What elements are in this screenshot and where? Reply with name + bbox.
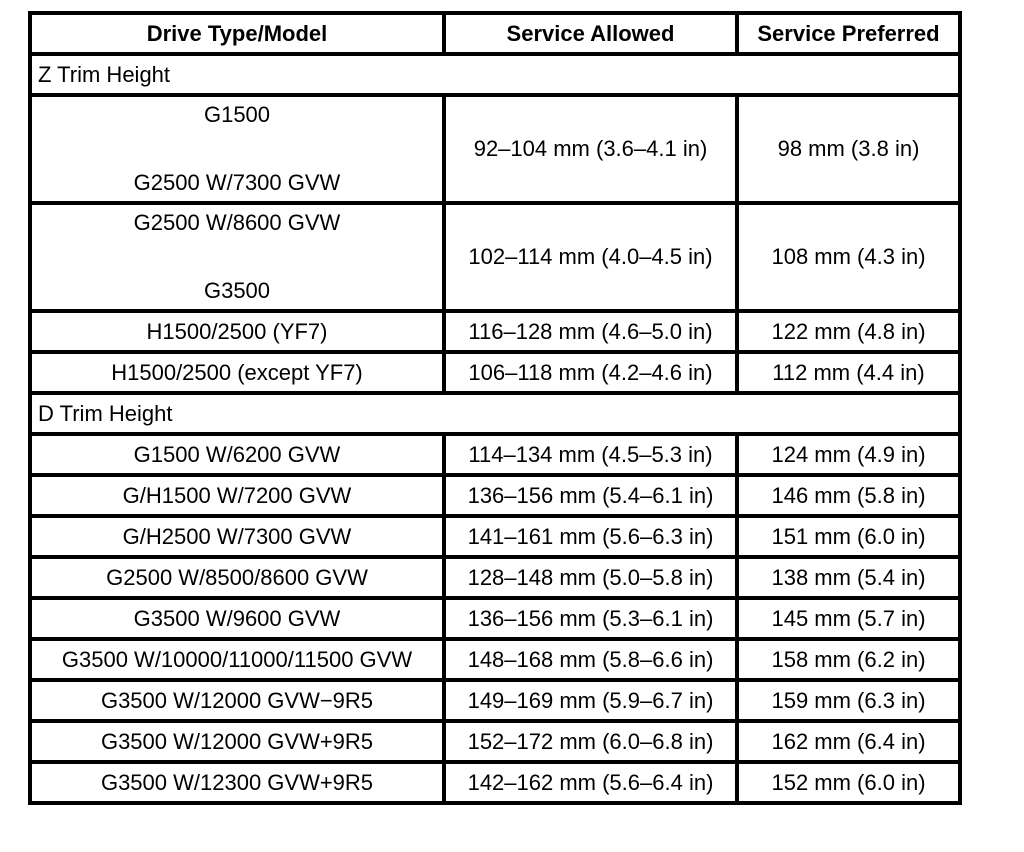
service-allowed-cell: 92–104 mm (3.6–4.1 in) [444, 95, 737, 203]
table-row [30, 352, 960, 393]
header-drive-type-model: Drive Type/Model [30, 13, 444, 54]
section-row [30, 393, 960, 434]
model-label: G3500 [203, 278, 271, 303]
service-preferred-cell: 152 mm (6.0 in) [737, 762, 960, 803]
table-row [30, 762, 960, 803]
section-title: Z Trim Height [30, 54, 960, 95]
table-body [30, 54, 960, 803]
table-row [30, 475, 960, 516]
model-label: G2500 W/8600 GVW [133, 210, 341, 235]
service-preferred-cell: 112 mm (4.4 in) [737, 352, 960, 393]
service-preferred-cell: 108 mm (4.3 in) [737, 203, 960, 311]
table-row [30, 434, 960, 475]
header-service-preferred: Service Preferred [737, 13, 960, 54]
table-row [30, 516, 960, 557]
service-allowed-cell: 106–118 mm (4.2–4.6 in) [444, 352, 737, 393]
table-row [30, 680, 960, 721]
drive-model-cell: G/H1500 W/7200 GVW [30, 475, 444, 516]
drive-model-cell: G3500 W/10000/11000/11500 GVW [30, 639, 444, 680]
service-allowed-cell: 128–148 mm (5.0–5.8 in) [444, 557, 737, 598]
model-stack [36, 210, 438, 304]
drive-model-cell: G3500 W/12300 GVW+9R5 [30, 762, 444, 803]
service-allowed-cell: 116–128 mm (4.6–5.0 in) [444, 311, 737, 352]
service-preferred-cell: 162 mm (6.4 in) [737, 721, 960, 762]
table-header-row [30, 13, 960, 54]
service-preferred-cell: 145 mm (5.7 in) [737, 598, 960, 639]
section-row [30, 54, 960, 95]
service-preferred-cell: 159 mm (6.3 in) [737, 680, 960, 721]
service-allowed-cell: 136–156 mm (5.3–6.1 in) [444, 598, 737, 639]
service-preferred-cell: 122 mm (4.8 in) [737, 311, 960, 352]
service-allowed-cell: 152–172 mm (6.0–6.8 in) [444, 721, 737, 762]
service-preferred-cell: 158 mm (6.2 in) [737, 639, 960, 680]
drive-model-cell: G3500 W/12000 GVW−9R5 [30, 680, 444, 721]
model-stack [36, 102, 438, 196]
drive-model-cell [30, 95, 444, 203]
table-row [30, 311, 960, 352]
service-allowed-cell: 136–156 mm (5.4–6.1 in) [444, 475, 737, 516]
table-row [30, 557, 960, 598]
table-row [30, 721, 960, 762]
drive-model-cell: G2500 W/8500/8600 GVW [30, 557, 444, 598]
service-allowed-cell: 102–114 mm (4.0–4.5 in) [444, 203, 737, 311]
table-row [30, 639, 960, 680]
service-preferred-cell: 98 mm (3.8 in) [737, 95, 960, 203]
service-preferred-cell: 146 mm (5.8 in) [737, 475, 960, 516]
table-row [30, 95, 960, 203]
table-row [30, 203, 960, 311]
drive-model-cell: G/H2500 W/7300 GVW [30, 516, 444, 557]
model-label: G2500 W/7300 GVW [133, 170, 341, 195]
service-preferred-cell: 124 mm (4.9 in) [737, 434, 960, 475]
header-service-allowed: Service Allowed [444, 13, 737, 54]
table-row [30, 598, 960, 639]
service-allowed-cell: 148–168 mm (5.8–6.6 in) [444, 639, 737, 680]
service-allowed-cell: 114–134 mm (4.5–5.3 in) [444, 434, 737, 475]
model-label: G1500 [203, 102, 271, 127]
service-allowed-cell: 142–162 mm (5.6–6.4 in) [444, 762, 737, 803]
drive-model-cell: H1500/2500 (except YF7) [30, 352, 444, 393]
drive-model-cell: G3500 W/12000 GVW+9R5 [30, 721, 444, 762]
drive-model-cell: G3500 W/9600 GVW [30, 598, 444, 639]
drive-model-cell: H1500/2500 (YF7) [30, 311, 444, 352]
service-allowed-cell: 141–161 mm (5.6–6.3 in) [444, 516, 737, 557]
drive-model-cell [30, 203, 444, 311]
service-preferred-cell: 138 mm (5.4 in) [737, 557, 960, 598]
drive-model-cell: G1500 W/6200 GVW [30, 434, 444, 475]
service-preferred-cell: 151 mm (6.0 in) [737, 516, 960, 557]
section-title: D Trim Height [30, 393, 960, 434]
service-allowed-cell: 149–169 mm (5.9–6.7 in) [444, 680, 737, 721]
trim-height-spec-table [28, 11, 962, 805]
